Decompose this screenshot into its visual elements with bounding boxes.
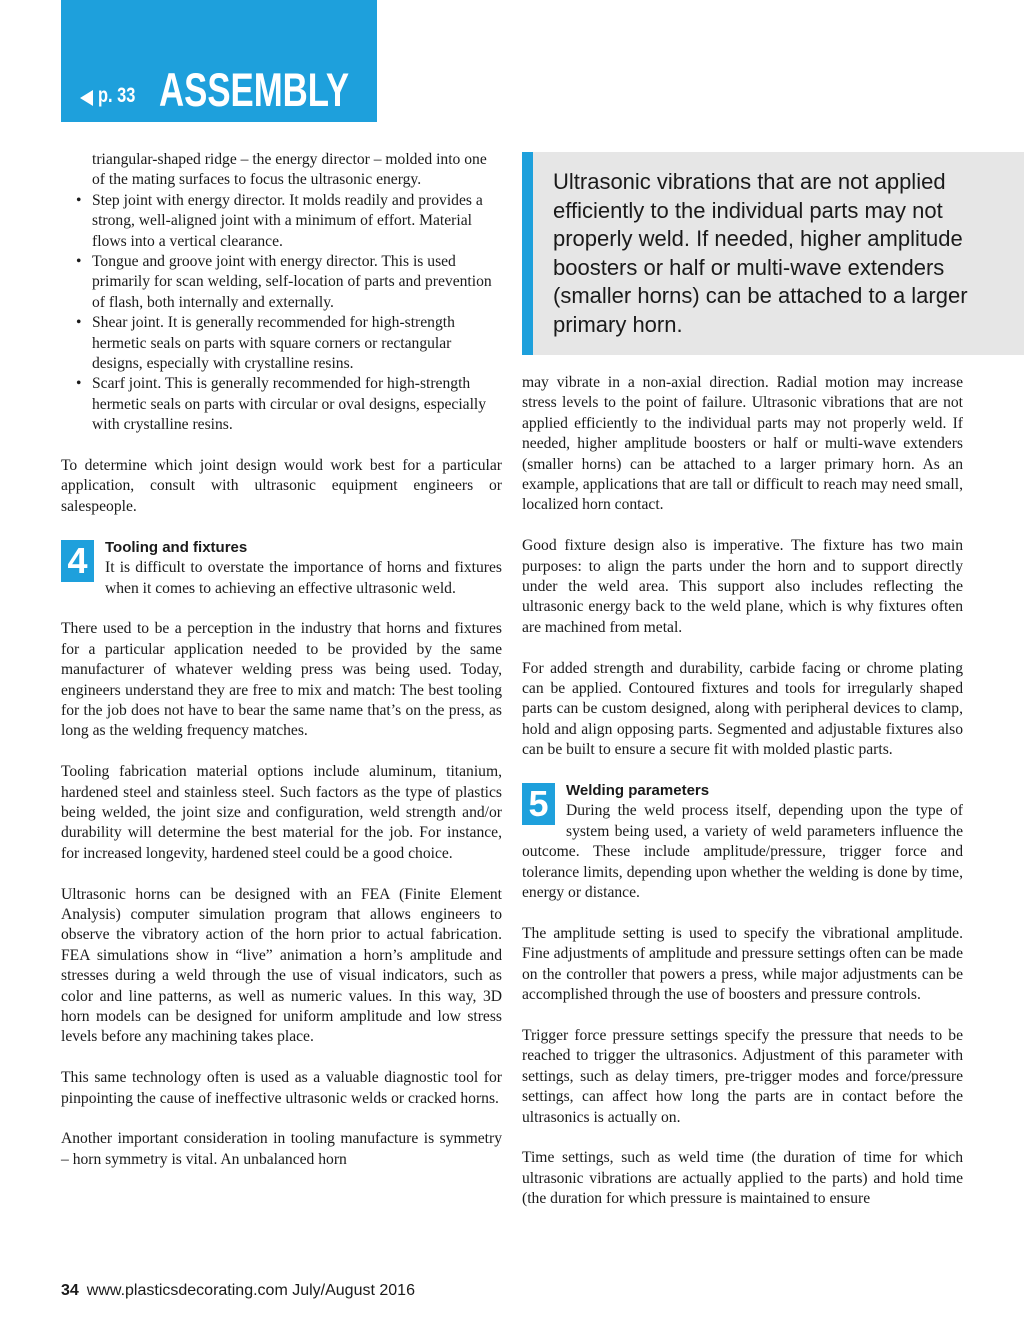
- paragraph: Another important consideration in tooling manufacture is symmetry – horn symmetry is vital. An unbalanced horn: [61, 1130, 502, 1168]
- list-item: • Step joint with energy director. It molds readily and provides a strong, well-aligned joint with a minimum of effort. Material flows into a vertical clearance.: [61, 191, 502, 252]
- paragraph: There used to be a perception in the industry that horns and fixtures for a particular application needed to be provided by the same manufacturer of whatever welding press was being used. Today, engineers understand they are free to mix and match: The best tooling for the job does not have to bear the same name that’s on the press, as long as the welding frequency matches.: [61, 620, 502, 740]
- page-footer: [61, 1282, 415, 1300]
- pull-quote: Ultrasonic vibrations that are not applied efficiently to the individual parts may not properly weld. If needed, higher amplitude boosters or half or multi-wave extenders (smaller horns) can be attached to a larger primary horn.: [522, 152, 1024, 355]
- paragraph: may vibrate in a non-axial direction. Radial motion may increase stress levels to the point of failure. Ultrasonic vibrations that are not applied efficiently to the individual parts may not properly weld. If needed, higher amplitude boosters or half or multi-wave extenders (smaller horns) can be attached to a larger primary horn. As an example, applications that are tall or difficult to reach may need small, localized horn contact.: [522, 374, 963, 514]
- section-lead: During the weld process itself, depending upon the type of system being used, a variety of weld parameters influence the outcome. These include amplitude/pressure, trigger force and tolerance limits, depending upon whether the welding is done by time, energy or distance.: [522, 802, 963, 902]
- list-item: • Scarf joint. This is generally recommended for high-strength hermetic seals on parts with circular or oval designs, especially with crystalline resins.: [61, 374, 502, 435]
- section-heading: Welding parameters: [566, 782, 710, 800]
- section-title: ASSEMBLY: [159, 63, 350, 116]
- paragraph: Good fixture design also is imperative. The fixture has two main purposes: to align the parts under the horn and to support directly under the weld area. This support also includes reflecting the ultrasonic energy back to the weld plane, which is why fixtures often are machined from metal.: [522, 537, 963, 636]
- section-heading: Tooling and fixtures: [105, 538, 248, 556]
- list-item: • Shear joint. It is generally recommended for high-strength hermetic seals on parts with square corners or rectangular designs, especially with crystalline resins.: [61, 313, 502, 374]
- joint-list: [61, 191, 502, 436]
- paragraph: Tooling fabrication material options include aluminum, titanium, hardened steel and stainless steel. Such factors as the type of plastics being welded, the joint size and configuration, weld strength and/or durability will determine the best material for the job. For instance, for increased longevity, hardened steel could be a good choice.: [61, 763, 502, 862]
- paragraph: Ultrasonic horns can be designed with an FEA (Finite Element Analysis) computer simulation program that allows engineers to observe the vibratory action of the horn prior to actual fabrication. FEA simulations show in “live” animation a horn’s amplitude and stresses during a weld through the use of visual indicators, such as color and line patterns, as well as numeric values. In this way, 3D horn models can be designed for uniform amplitude and low stress levels before any machining takes place.: [61, 885, 502, 1046]
- section-5: [522, 781, 963, 903]
- back-arrow-icon[interactable]: [80, 90, 93, 106]
- left-column: [61, 150, 502, 1170]
- intro-continuation: triangular-shaped ridge – the energy director – molded into one of the mating surfaces to focus the ultrasonic energy.: [92, 151, 487, 189]
- section-number-badge: 4: [61, 540, 94, 582]
- right-column: [522, 373, 963, 1210]
- paragraph: Time settings, such as weld time (the duration of time for which ultrasonic vibrations are actually applied to the parts) and hold time (the duration for which pressure is maintained to ensure: [522, 1149, 963, 1208]
- paragraph: The amplitude setting is used to specify the vibrational amplitude. Fine adjustments of amplitude and pressure settings often can be made on the controller that powers a press, while major adjustments can be accomplished through the use of boosters and pressure controls.: [522, 924, 963, 1004]
- page-number: 34: [61, 1282, 79, 1299]
- footer-text: www.plasticsdecorating.com July/August 2016: [86, 1282, 415, 1299]
- section-number-badge: 5: [522, 783, 555, 825]
- paragraph: To determine which joint design would work best for a particular application, consult with ultrasonic equipment engineers or salespeople.: [61, 457, 502, 515]
- paragraph: This same technology often is used as a valuable diagnostic tool for pinpointing the cause of ineffective ultrasonic welds or cracked horns.: [61, 1069, 502, 1107]
- page-reference-link[interactable]: p. 33: [98, 84, 136, 107]
- paragraph: For added strength and durability, carbide facing or chrome plating can be applied. Contoured fixtures and tools for irregularly shaped parts can be custom designed, along with peripheral devices to clamp, hold and align opposing parts. Segmented and adjustable fixtures also can be built to ensure a secure fit with molded plastic parts.: [522, 659, 963, 759]
- list-item: • Tongue and groove joint with energy director. This is used primarily for scan welding, self-location of parts and prevention of flash, both internally and externally.: [61, 252, 502, 313]
- section-4: [61, 538, 502, 599]
- paragraph: Trigger force pressure settings specify the pressure that needs to be reached to trigger the ultrasonics. Adjustment of this parameter with settings, such as delay timers, pre-trigger modes and force/pressure settings, can affect how long the parts are in contact before the ultrasonics is actually on.: [522, 1026, 963, 1126]
- section-lead: It is difficult to overstate the importance of horns and fixtures when it comes to achieving an effective ultrasonic weld.: [105, 559, 502, 597]
